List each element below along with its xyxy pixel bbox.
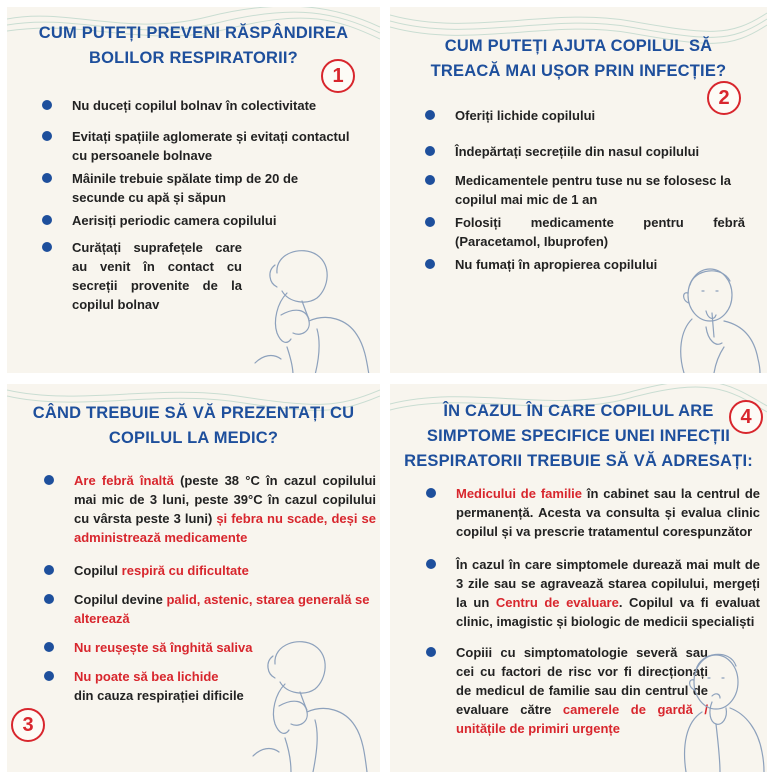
bullet-icon: [44, 565, 54, 575]
bullet-icon: [44, 594, 54, 604]
list-item: Copilul devine palid, astenic, starea generală se alterează: [44, 590, 376, 628]
panel-number-badge: 3: [11, 708, 45, 742]
list-item: Medicului de familie în cabinet sau la centrul de permanență. Acesta va consulta și evalua clinic copilul și va prescrie tratamentul corespunzător: [426, 484, 760, 541]
bullet-icon: [426, 488, 436, 498]
list-item: Are febră înaltă (peste 38 °C în cazul copilului mai mic de 3 luni, peste 39°C în cazul copilului cu vârsta peste 3 luni) și febra nu scade, deși se administrează medicamente: [44, 471, 376, 547]
list-item: Mâinile trebuie spălate timp de 20 de secunde cu apă și săpun: [42, 169, 352, 207]
bullet-icon: [42, 242, 52, 252]
panel-title: CUM PUTEȚI PREVENI RĂSPÂNDIREA BOLILOR RESPIRATORII?: [38, 24, 349, 67]
list-item: Medicamentele pentru tuse nu se folosesc la copilul mai mic de 1 an: [425, 171, 745, 209]
panel-title: ÎN CAZUL ÎN CARE COPILUL ARE SIMPTOME SPECIFICE UNEI INFECȚII RESPIRATORII TREBUIE SĂ VĂ ADRESAȚI:: [404, 402, 753, 470]
panel-where-to-go: [390, 384, 767, 772]
panel-number-badge: 4: [729, 400, 763, 434]
list-item: În cazul în care simptomele durează mai mult de 3 zile sau se agravează starea copilului, mergeți la un Centru de evaluare. Copilul va fi evaluat clinic, imagistic și biologic de medicii specialiști: [426, 555, 760, 631]
bullet-icon: [426, 559, 436, 569]
bullet-icon: [44, 642, 54, 652]
list-item: Copiii cu simptomatologie severă sau cei cu factori de risc vor fi direcționați de medicul de familie sau din centrul de evaluare către camerele de gardă / unitățile de primiri urgențe: [426, 643, 708, 738]
list-item: Evitați spațiile aglomerate și evitați contactul cu persoanele bolnave: [42, 127, 352, 165]
bullet-icon: [425, 217, 435, 227]
panel-title: CUM PUTEȚI AJUTA COPILUL SĂ TREACĂ MAI UȘOR PRIN INFECȚIE?: [430, 37, 727, 80]
panel-number-badge: 1: [321, 59, 355, 93]
panel-title: CÂND TREBUIE SĂ VĂ PREZENTAȚI CU COPILUL LA MEDIC?: [32, 404, 355, 447]
list-item: Îndepărtați secrețiile din nasul copilului: [425, 142, 745, 161]
bullet-icon: [44, 475, 54, 485]
panel-help-child: [390, 7, 767, 373]
bullet-icon: [425, 175, 435, 185]
bullet-icon: [42, 173, 52, 183]
list-item: Nu fumați în apropierea copilului: [425, 255, 745, 274]
list-item: Nu duceți copilul bolnav în colectivitate: [42, 96, 352, 115]
list-item: Curățați suprafețele care au venit în contact cu secreții provenite de la copilul bolnav: [42, 238, 242, 314]
list-item: Oferiți lichide copilului: [425, 106, 745, 125]
bullet-icon: [42, 131, 52, 141]
panel-prevention: [7, 7, 380, 373]
bullet-icon: [44, 671, 54, 681]
list-item: Folosiți medicamente pentru febră (Paracetamol, Ibuprofen): [425, 213, 745, 251]
list-item: Copilul respiră cu dificultate: [44, 561, 376, 580]
bullet-icon: [425, 259, 435, 269]
bullet-icon: [426, 647, 436, 657]
bullet-icon: [42, 100, 52, 110]
list-item: Aerisiți periodic camera copilului: [42, 211, 352, 230]
bullet-icon: [42, 215, 52, 225]
list-item: Nu poate să bea lichide din cauza respirației dificile: [44, 667, 376, 705]
bullet-icon: [425, 110, 435, 120]
drinking-child-illustration-icon: [672, 261, 767, 373]
panel-when-doctor: [7, 384, 380, 772]
list-item: Nu reușește să înghită saliva: [44, 638, 376, 657]
panel-number-badge: 2: [707, 81, 741, 115]
bullet-icon: [425, 146, 435, 156]
